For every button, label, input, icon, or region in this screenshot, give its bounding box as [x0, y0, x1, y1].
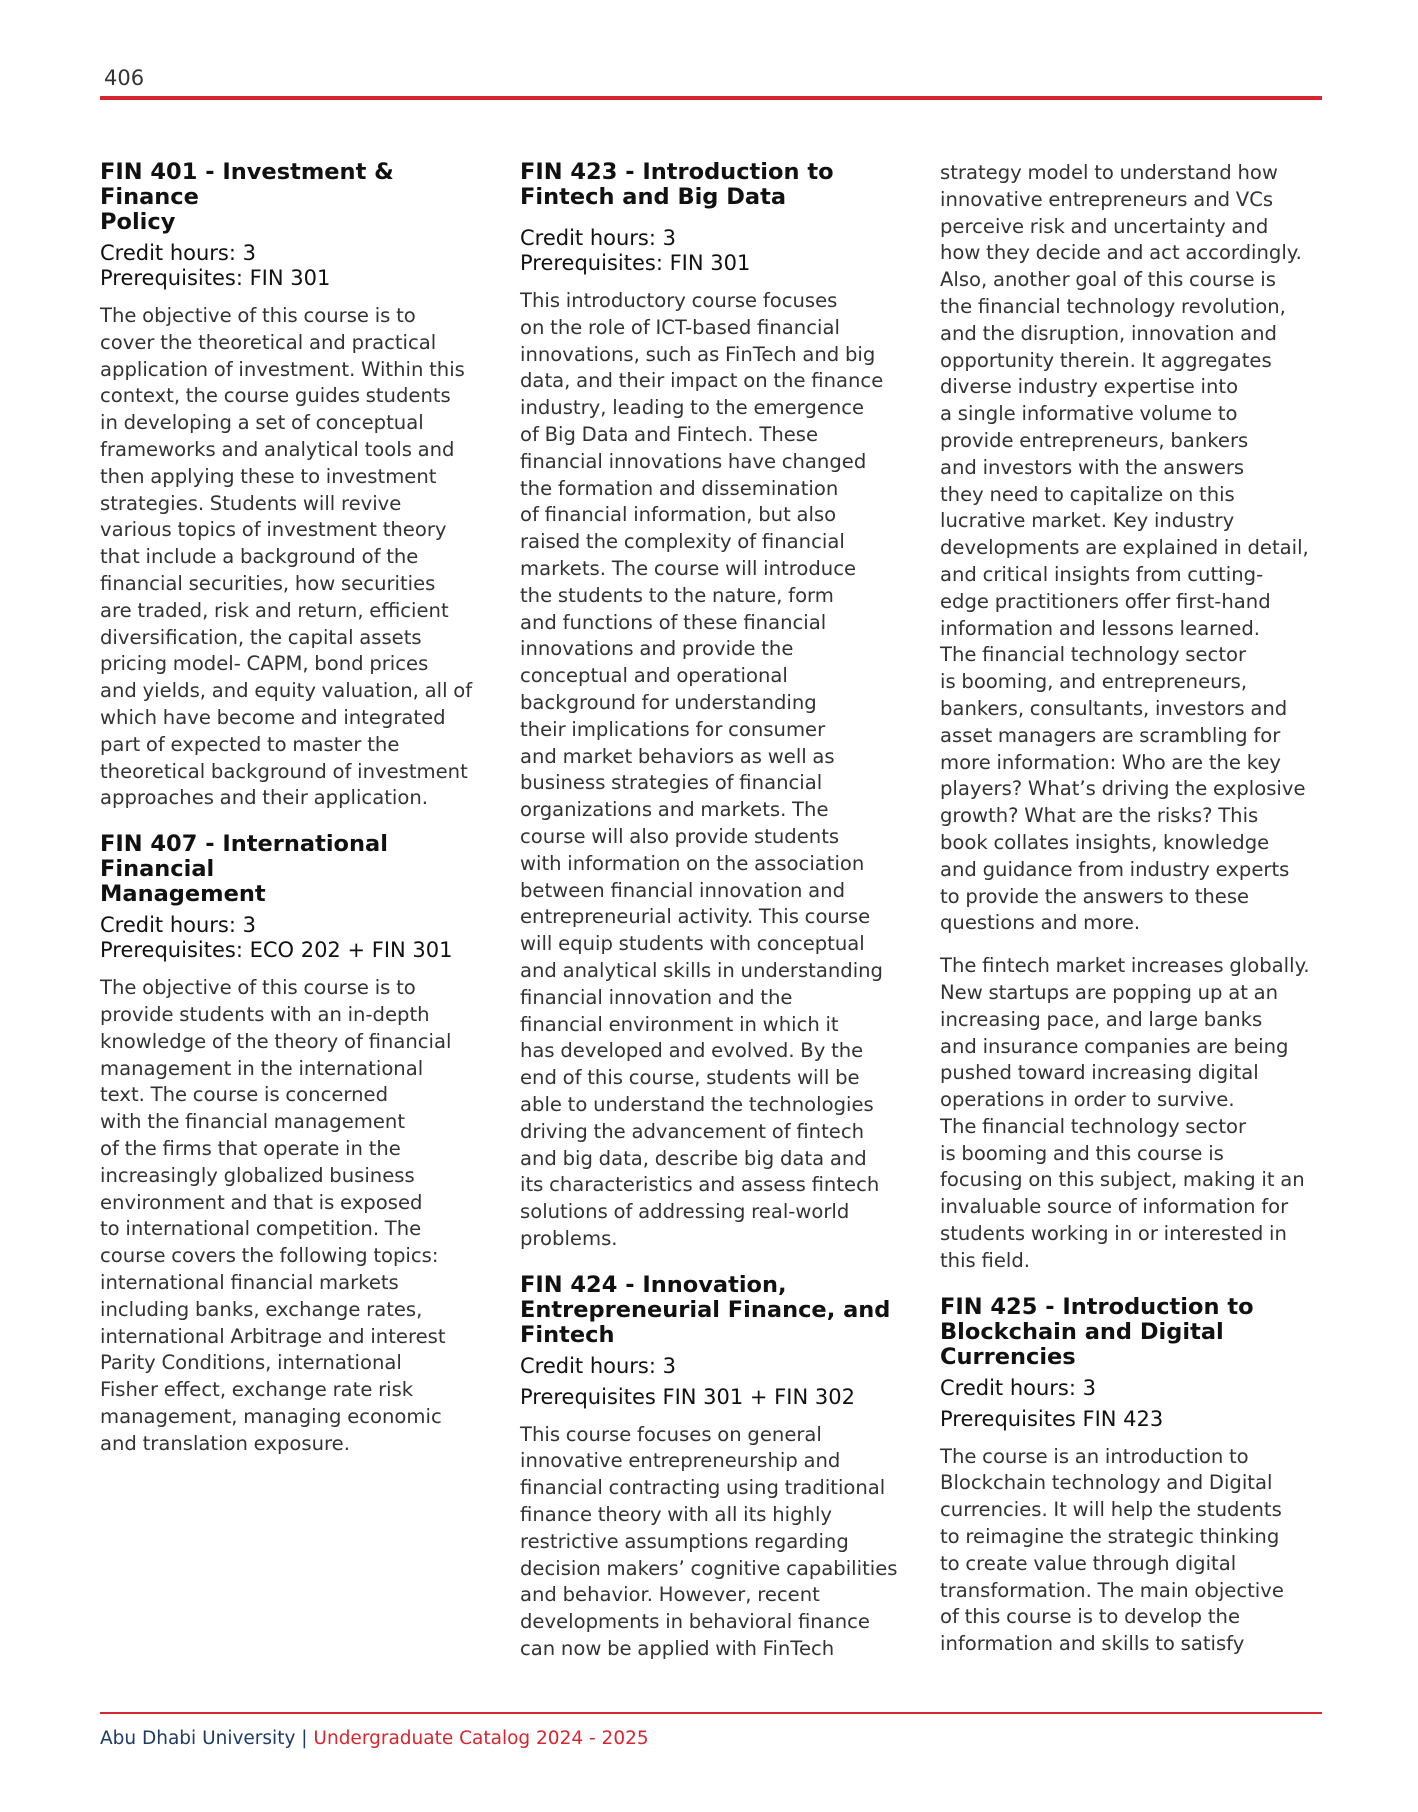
prerequisites: Prerequisites: FIN 301 [520, 251, 751, 275]
title-line: Management [100, 881, 266, 908]
course-description: The objective of this course is to provide students with an in-depth knowledge of the theory of financial management in the international text. The course is concerned with the financial management of the firms that operate in the increasingly globalized business environment and that is exposed to international competition. The course covers the following topics: international financial markets including banks, exchange rates, international Arbitrage and interest Parity Conditions, international Fisher effect, exchange rate risk management, managing economic and translation exposure. [100, 976, 452, 1455]
course-fin425 [940, 1295, 1332, 1658]
course-description-continued: strategy model to understand how innovative entrepreneurs and VCs perceive risk and uncertainty and how they decide and act accordingly. Also, another goal of this course is the financial technology revolution, and the disruption, innovation and opportunity therein. It aggregates diverse industry expertise into a single informative volume to provide entrepreneurs, bankers and investors with the answers they need to capitalize on this lucrative market. Key industry developments are explained in detail, and critical insights from cutting- edge practitioners offer first-hand information and lessons learned. The financial technology sector is booming, and entrepreneurs, bankers, consultants, investors and asset managers are scrambling for more information: Who are the key players? What’s driving the explosive growth? What are the risks? This book collates insights, knowledge and guidance from industry experts to provide the answers to these questions and more. [940, 161, 1309, 935]
credit-hours: Credit hours: 3 [100, 241, 256, 265]
title-line: Fintech and Big Data [520, 184, 787, 210]
prerequisites: Prerequisites: ECO 202 + FIN 301 [100, 938, 453, 963]
course-fin424 [520, 1273, 912, 1663]
header-divider [100, 96, 1322, 100]
course-fin423 [520, 160, 912, 1253]
course-description: The course is an introduction to Blockchain technology and Digital currencies. It will help the students to reimagine the strategic thinking to create value through digital transformation. The main objective of this course is to develop the information and skills to satisfy [940, 1444, 1284, 1656]
title-line: FIN 423 - Introduction to [520, 159, 834, 185]
course-description: This course focuses on general innovative entrepreneurship and financial contracting using traditional finance theory with all its highly restrictive assumptions regarding decision makers’ cognitive capabilities and behavior. However, recent developments in behavioral finance can now be applied with FinTech [520, 1422, 898, 1661]
course-title [520, 1273, 912, 1348]
title-line: Entrepreneurial Finance, and [520, 1296, 891, 1323]
credit-hours: Credit hours: 3 [940, 1375, 1096, 1400]
course-description: The objective of this course is to cover the theoretical and practical application of investment. Within this context, the course guides students in developing a set of conceptual frameworks and analytical tools and then applying these to investment strategies. Students will revive various topics of investment theory that include a background of the financial securities, how securities are traded, risk and return, efficient diversification, the capital assets pricing model- CAPM, bond prices and yields, and equity valuation, all of which have become and integrated part of expected to master the theoretical background of investment approaches and their application. [100, 304, 473, 810]
title-line: Fintech [520, 1321, 615, 1348]
title-line: Currencies [940, 1343, 1076, 1370]
course-description-continued: The fintech market increases globally. New startups are popping up at an increasing pace, and large banks and insurance companies are being pushed toward increasing digital operations in order to survive. The financial technology sector is booming and this course is focusing on this subject, making it an invaluable source of information for students working in or interested in this field. [940, 954, 1310, 1272]
footer-separator: | [301, 1728, 308, 1749]
course-title [100, 832, 492, 907]
title-line: Policy [100, 209, 176, 235]
credit-hours: Credit hours: 3 [100, 913, 256, 938]
course-fin407 [100, 832, 492, 1457]
prerequisites: Prerequisites FIN 301 + FIN 302 [520, 1384, 855, 1409]
credit-hours: Credit hours: 3 [520, 226, 676, 250]
footer-divider [100, 1712, 1322, 1714]
course-fin401 [100, 160, 492, 812]
course-title [940, 1295, 1332, 1370]
page-number: 406 [104, 66, 145, 90]
title-line: Blockchain and Digital [940, 1318, 1224, 1345]
title-line: FIN 407 - International Financial [100, 831, 388, 883]
course-title [100, 160, 492, 235]
footer-institution: Abu Dhabi University [100, 1728, 296, 1749]
footer [100, 1728, 649, 1749]
title-line: FIN 424 - Innovation, [520, 1271, 787, 1298]
footer-catalog: Undergraduate Catalog 2024 - 2025 [313, 1728, 649, 1749]
column-3 [940, 160, 1332, 1658]
title-line: FIN 401 - Investment & Finance [100, 159, 394, 210]
title-line: FIN 425 - Introduction to [940, 1293, 1254, 1320]
column-2 [520, 160, 912, 1663]
prerequisites: Prerequisites: FIN 301 [100, 266, 331, 290]
credit-hours: Credit hours: 3 [520, 1353, 676, 1378]
prerequisites: Prerequisites FIN 423 [940, 1406, 1164, 1431]
course-title [520, 160, 912, 210]
column-1 [100, 160, 492, 1457]
course-description: This introductory course focuses on the role of ICT-based financial innovations, such as FinTech and big data, and their impact on the finance industry, leading to the emergence of Big Data and Fintech. These financial innovations have changed the formation and dissemination of financial information, but also raised the complexity of financial markets. The course will introduce the students to the nature, form and functions of these financial innovations and provide the conceptual and operational background for understanding their implications for consumer and market behaviors as well as business strategies of financial organizations and markets. The course will also provide students with information on the association between financial innovation and entrepreneurial activity. This course will equip students with conceptual and analytical skills in understanding financial innovation and the financial environment in which it has developed and evolved. By the end of this course, students will be able to understand the technologies driving the advancement of fintech and big data, describe big data and its characteristics and assess fintech solutions of addressing real-world problems. [520, 289, 884, 1250]
